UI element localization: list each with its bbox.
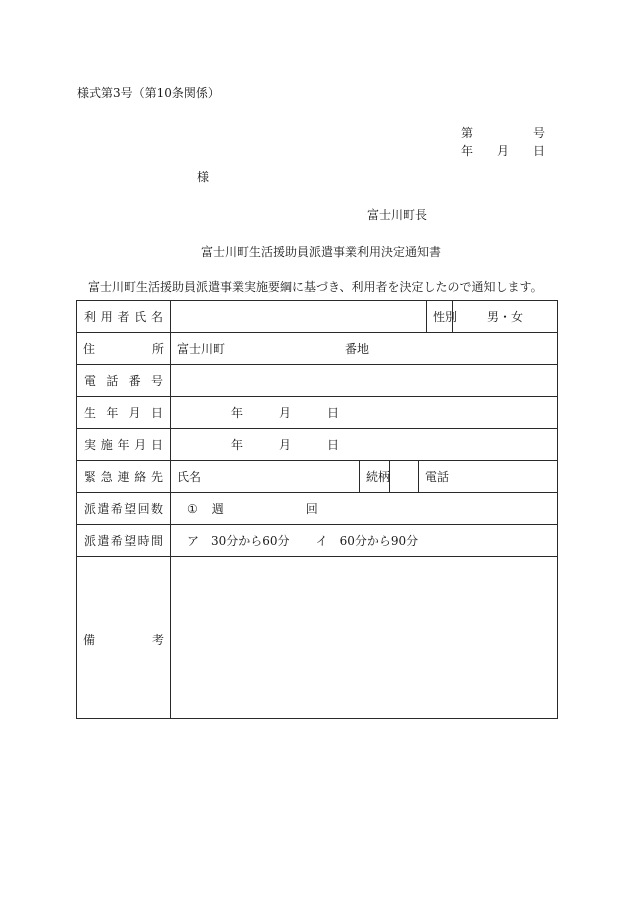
notes-label-b: 考 [151,633,164,647]
emergency-name-field[interactable]: 氏名 [171,461,360,493]
start-date-month: 月 [279,438,292,452]
frequency-label: 派遣希望回数 [77,493,171,525]
duration-label: 派遣希望時間 [77,525,171,557]
row-user-name [77,301,558,333]
emergency-relation-field[interactable] [390,461,419,493]
form-number: 様式第3号（第10条関係） [77,86,220,100]
frequency-field[interactable] [171,493,558,525]
row-notes [77,557,558,719]
duration-field[interactable] [171,525,558,557]
emergency-relation-label: 続柄 [360,461,390,493]
birthdate-day: 日 [327,406,340,420]
address-banchi: 番地 [345,342,370,356]
emergency-contact-label: 緊急連絡先 [77,461,171,493]
row-address [77,333,558,365]
issue-date-year: 年 [461,144,474,158]
duration-option-b-mark: イ [315,534,328,548]
emergency-phone-field[interactable]: 電話 [419,461,558,493]
user-name-field[interactable] [171,301,427,333]
start-date-day: 日 [327,438,340,452]
decision-form-table [76,300,558,719]
address-town: 富士川町 [177,342,226,356]
row-duration [77,525,558,557]
birthdate-year: 年 [231,406,244,420]
start-date-label: 実施年月日 [77,429,171,461]
notes-field[interactable] [171,557,558,719]
address-label [77,333,171,365]
birthdate-month: 月 [279,406,292,420]
start-date-field[interactable] [171,429,558,461]
duration-option-b: 60分から90分 [339,534,419,548]
row-frequency [77,493,558,525]
document-title: 富士川町生活援助員派遣事業利用決定通知書 [201,245,442,259]
address-field[interactable] [171,333,558,365]
frequency-mark: ① [187,502,198,516]
birthdate-label: 生年月日 [77,397,171,429]
doc-number-suffix: 号 [533,126,546,140]
row-start-date [77,429,558,461]
gender-label: 性別 [427,301,453,333]
phone-label: 電話番号 [77,365,171,397]
notes-label [77,557,171,719]
row-birthdate [77,397,558,429]
birthdate-field[interactable] [171,397,558,429]
user-name-label: 利用者氏名 [77,301,171,333]
issue-date-month: 月 [497,144,510,158]
frequency-times: 回 [305,502,318,516]
start-date-year: 年 [231,438,244,452]
doc-number-prefix: 第 [461,126,474,140]
address-label-b: 所 [151,342,164,356]
notes-label-a: 備 [83,633,96,647]
duration-option-a: 30分から60分 [211,534,290,548]
frequency-week: 週 [211,502,224,516]
issuer-name: 富士川町長 [367,208,428,222]
phone-field[interactable] [171,365,558,397]
gender-field[interactable]: 男・女 [453,301,558,333]
row-emergency-contact [77,461,558,493]
recipient-honorific: 様 [197,170,210,184]
issue-date-day: 日 [533,144,546,158]
duration-option-a-mark: ア [187,534,200,548]
intro-text: 富士川町生活援助員派遣事業実施要綱に基づき、利用者を決定したので通知します。 [88,280,543,294]
address-label-a: 住 [83,342,96,356]
row-phone [77,365,558,397]
